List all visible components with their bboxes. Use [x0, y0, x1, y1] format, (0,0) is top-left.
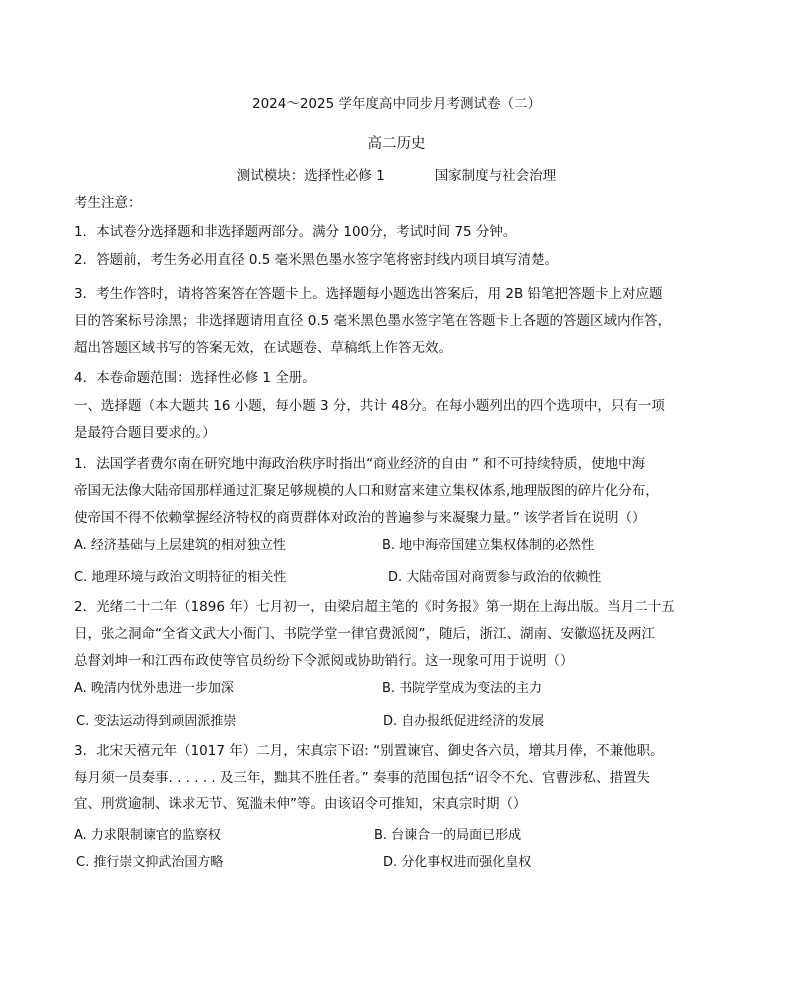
- question-1-text: 使帝国不得不依赖掌握经济特权的商贾群体对政治的普遍参与来凝聚力量。” 该学者旨在说明（）: [74, 510, 646, 526]
- section-heading: 一、选择题（本大题共 16 小题，每小题 3 分，共计 48分。在每小题列出的四个选项中，只有一项: [74, 398, 665, 414]
- question-2-text: 2．光绪二十二年（1896 年）七月初一，由梁启超主笔的《时务报》第一期在上海出版。当月二十五: [74, 599, 675, 615]
- question-3-option-d: D. 分化事权进而强化皇权: [383, 855, 532, 870]
- question-2-text: 日，张之洞命“全省文武大小衙门、书院学堂一律官费派阅”，随后，浙江、湖南、安徽巡抚及两江: [74, 626, 655, 642]
- question-1-text: 帝国无法像大陆帝国那样通过汇聚足够规模的人口和财富来建立集权体系,地理版图的碎片化分布，: [74, 483, 659, 499]
- question-2-text: 总督刘坤一和江西布政使等官员纷纷下令派阅或协助销行。这一现象可用于说明（）: [74, 653, 574, 669]
- question-2-option-a: A. 晚清内忧外患进一步加深: [74, 681, 234, 696]
- notice-heading: 考生注意：: [74, 195, 142, 211]
- section-heading-cont: 是最符合题目要求的。）: [74, 425, 216, 441]
- question-2-option-c: C. 变法运动得到顽固派推崇: [76, 714, 237, 729]
- question-3-text: 每月须一员奏事. . . . . . 及三年，黜其不胜任者。” 奏事的范围包括“诏令不允、官曹涉私、措置失: [74, 770, 651, 786]
- question-3-text: 3．北宋天禧元年（1017 年）二月，宋真宗下诏: “别置谏官、御史各六员，增其月俸，不兼他职。: [74, 743, 664, 759]
- exam-subject: 高二历史: [367, 136, 426, 152]
- notice-item: 3．考生作答时，请将答案答在答题卡上。选择题每小题选出答案后，用 2B 铅笔把答题卡上对应题: [74, 286, 663, 302]
- question-1-option-c: C. 地理环境与政治文明特征的相关性: [74, 570, 287, 585]
- notice-item: 1．本试卷分选择题和非选择题两部分。满分 100分，考试时间 75 分钟。: [74, 224, 517, 240]
- question-2-option-b: B. 书院学堂成为变法的主力: [382, 681, 543, 696]
- question-3-text: 宜、刑赏逾制、诛求无节、冤滥未伸”等。由该诏令可推知，宋真宗时期（）: [74, 796, 527, 812]
- question-1-option-a: A. 经济基础与上层建筑的相对独立性: [74, 538, 286, 553]
- notice-item: 4．本卷命题范围：选择性必修 1 全册。: [74, 370, 316, 386]
- module-label: 测试模块：选择性必修 1: [236, 168, 385, 184]
- question-3-option-c: C. 推行崇文抑武治国方略: [76, 855, 224, 870]
- exam-title: 2024～2025 学年度高中同步月考测试卷（二）: [251, 96, 541, 112]
- question-1-option-b: B. 地中海帝国建立集权体制的必然性: [382, 538, 595, 553]
- question-3-option-b: B. 台谏合一的局面已形成: [374, 828, 522, 843]
- question-1-option-d: D. 大陆帝国对商贾参与政治的依赖性: [388, 570, 602, 585]
- question-3-option-a: A. 力求限制谏官的监察权: [74, 828, 221, 843]
- question-1-text: 1．法国学者费尔南在研究地中海政治秩序时指出“商业经济的自由 ” 和不可持续特质，使地中海: [74, 456, 646, 472]
- notice-item: 2．答题前，考生务必用直径 0.5 毫米黑色墨水签字笔将密封线内项目填写清楚。: [74, 252, 559, 268]
- exam-module: [0, 166, 793, 186]
- notice-item: 目的答案标号涂黑；非选择题请用直径 0.5 毫米黑色墨水签字笔在答题卡上各题的答题区域内作答，: [74, 313, 672, 329]
- question-2-option-d: D. 自办报纸促进经济的发展: [383, 714, 545, 729]
- notice-item: 超出答题区域书写的答案无效，在试题卷、草稿纸上作答无效。: [74, 340, 452, 356]
- module-topic: 国家制度与社会治理: [434, 168, 557, 184]
